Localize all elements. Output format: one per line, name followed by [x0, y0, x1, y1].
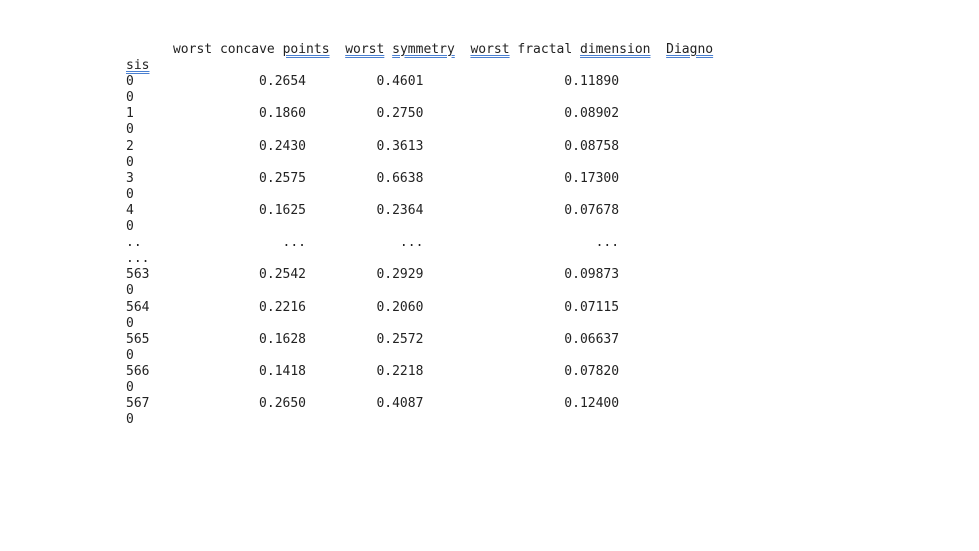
table-row: 4 0.1625 0.2364 0.07678 — [126, 202, 620, 218]
ellipsis-row: .. ... ... ... — [126, 235, 620, 251]
spellcheck-word: dimension — [580, 42, 651, 57]
table-row: 1 0.1860 0.2750 0.08902 — [126, 106, 620, 122]
spellcheck-word: sis — [126, 58, 150, 74]
table-row: 567 0.2650 0.4087 0.12400 — [126, 396, 620, 412]
table-row-wrap: 0 — [126, 283, 134, 299]
table-row: 0 0.2654 0.4601 0.11890 — [126, 74, 620, 90]
header-indent — [126, 42, 173, 57]
table-row-wrap: 0 — [126, 186, 134, 202]
table-row-wrap: 0 — [126, 122, 134, 138]
spellcheck-word: points — [282, 42, 330, 57]
spellcheck-word: symmetry — [392, 42, 455, 57]
table-row-wrap: 0 — [126, 379, 134, 395]
header-word: concave — [219, 42, 275, 57]
table-row: 2 0.2430 0.3613 0.08758 — [126, 138, 620, 154]
table-row-wrap: 0 — [126, 219, 134, 235]
table-row-wrap: 0 — [126, 315, 134, 331]
table-row: 565 0.1628 0.2572 0.06637 — [126, 331, 620, 347]
table-row: 566 0.1418 0.2218 0.07820 — [126, 363, 620, 379]
header-word: worst — [172, 42, 213, 57]
header-wrap-line — [126, 58, 713, 74]
dataframe-output — [126, 42, 713, 428]
header-line — [126, 42, 713, 58]
header-word: fractal — [517, 42, 573, 57]
spellcheck-word: worst — [345, 42, 385, 57]
table-row-wrap: 0 — [126, 347, 134, 363]
table-row: 563 0.2542 0.2929 0.09873 — [126, 267, 620, 283]
table-row: 3 0.2575 0.6638 0.17300 — [126, 170, 620, 186]
spellcheck-word: worst — [470, 42, 510, 57]
table-row-wrap: 0 — [126, 154, 134, 170]
spellcheck-word: Diagno — [666, 42, 714, 57]
table-row-wrap: 0 — [126, 412, 134, 428]
table-row: 564 0.2216 0.2060 0.07115 — [126, 299, 620, 315]
ellipsis-row-wrap: ... — [126, 251, 150, 267]
table-row-wrap: 0 — [126, 90, 134, 106]
